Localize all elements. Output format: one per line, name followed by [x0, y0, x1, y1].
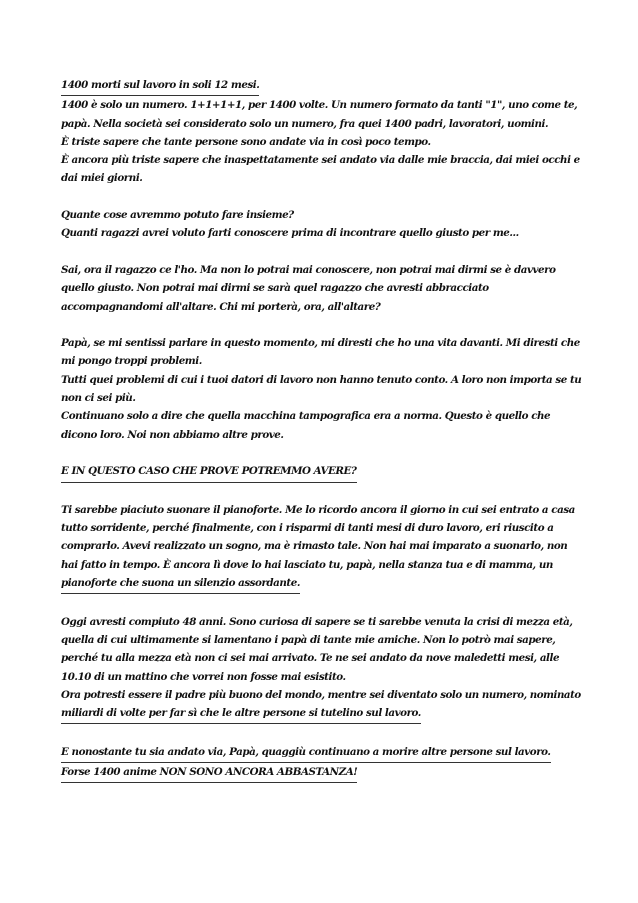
text-line: Tutti quei problemi di cui i tuoi datori di lavoro non hanno tenuto conto. A loro non importa se tu: [61, 373, 582, 386]
text-line: 1400 morti sul lavoro in soli 12 mesi.: [61, 76, 259, 96]
paragraph-spacer: [61, 444, 581, 462]
paragraph-spacer: [61, 594, 581, 612]
paragraph-spacer: [61, 188, 581, 206]
paragraph-spacer: [61, 316, 581, 334]
text-line: Ora potresti essere il padre più buono del mondo, mentre sei diventato solo un numero, nominato: [61, 688, 581, 701]
document-body: [61, 76, 581, 783]
paragraph: [61, 743, 581, 784]
text-line: Forse 1400 anime NON SONO ANCORA ABBASTANZA!: [61, 763, 357, 783]
text-line: quella di cui ultimamente si lamentano i papà di tante mie amiche. Non lo potrò mai sapere,: [61, 633, 556, 646]
paragraph-spacer: [61, 483, 581, 501]
text-line: comprarlo. Avevi realizzato un sogno, ma è rimasto tale. Non hai mai imparato a suonarlo, non: [61, 540, 568, 553]
text-line: accompagnandomi all'altare. Chi mi porterà, ora, all'altare?: [61, 300, 381, 313]
text-line: dicono loro. Noi non abbiamo altre prove.: [61, 428, 284, 441]
paragraph: [61, 206, 581, 243]
text-line: mi pongo troppi problemi.: [61, 355, 202, 368]
text-line: miliardi di volte per far sì che le altre persone si tutelino sul lavoro.: [61, 704, 421, 724]
text-line: Oggi avresti compiuto 48 anni. Sono curiosa di sapere se ti sarebbe venuta la crisi di mezza età,: [61, 615, 573, 628]
text-line: È triste sapere che tante persone sono andate via in così poco tempo.: [61, 135, 431, 148]
text-line: pianoforte che suona un silenzio assordante.: [61, 574, 300, 594]
text-line: perché tu alla mezza età non ci sei mai arrivato. Te ne sei andato da nove maledetti mesi, alle: [61, 652, 560, 665]
paragraph: [61, 334, 581, 444]
text-line: È ancora più triste sapere che inaspettatamente sei andato via dalle mie braccia, dai miei occhi e: [61, 154, 580, 167]
paragraph: [61, 261, 581, 316]
text-line: tutto sorridente, perché finalmente, con i risparmi di tanti mesi di duro lavoro, eri riuscito a: [61, 522, 554, 535]
text-line: quello giusto. Non potrai mai dirmi se sarà quel ragazzo che avresti abbracciato: [61, 282, 489, 295]
text-line: E nonostante tu sia andato via, Papà, quaggiù continuano a morire altre persone sul lavoro.: [61, 743, 551, 763]
paragraph-spacer: [61, 243, 581, 261]
text-line: Quanti ragazzi avrei voluto farti conoscere prima di incontrare quello giusto per me...: [61, 227, 519, 240]
text-line: 1400 è solo un numero. 1+1+1+1, per 1400 volte. Un numero formato da tanti "1", uno come te,: [61, 99, 578, 112]
paragraph-spacer: [61, 724, 581, 742]
paragraph: [61, 462, 581, 482]
text-line: Papà, se mi sentissi parlare in questo momento, mi diresti che ho una vita davanti. Mi diresti che: [61, 337, 580, 350]
text-line: papà.: [61, 117, 91, 130]
text-line: Quante cose avremmo potuto fare insieme?: [61, 209, 294, 222]
text-line: non ci sei più.: [61, 392, 136, 405]
paragraph: [61, 613, 581, 725]
paragraph: [61, 76, 581, 188]
text-line: dai miei giorni.: [61, 172, 143, 185]
text-line: hai fatto in tempo. È ancora lì dove lo hai lasciato tu, papà, nella stanza tua e di mamma, un: [61, 558, 553, 571]
text-line: Continuano solo a dire che quella macchina tampografica era a norma. Questo è quello che: [61, 410, 551, 423]
text-line: Ti sarebbe piaciuto suonare il pianoforte. Me lo ricordo ancora il giorno in cui sei entrato a casa: [61, 503, 575, 516]
text-line: Sai, ora il ragazzo ce l'ho. Ma non lo potrai mai conoscere, non potrai mai dirmi se è davvero: [61, 263, 556, 276]
text-line: Nella società sei considerato solo un numero, fra quei 1400 padri, lavoratori, uomini.: [93, 117, 549, 130]
text-line: 10.10 di un mattino che vorrei non fosse mai esistito.: [61, 670, 346, 683]
text-line: E IN QUESTO CASO CHE PROVE POTREMMO AVERE?: [61, 462, 357, 482]
paragraph: [61, 501, 581, 594]
